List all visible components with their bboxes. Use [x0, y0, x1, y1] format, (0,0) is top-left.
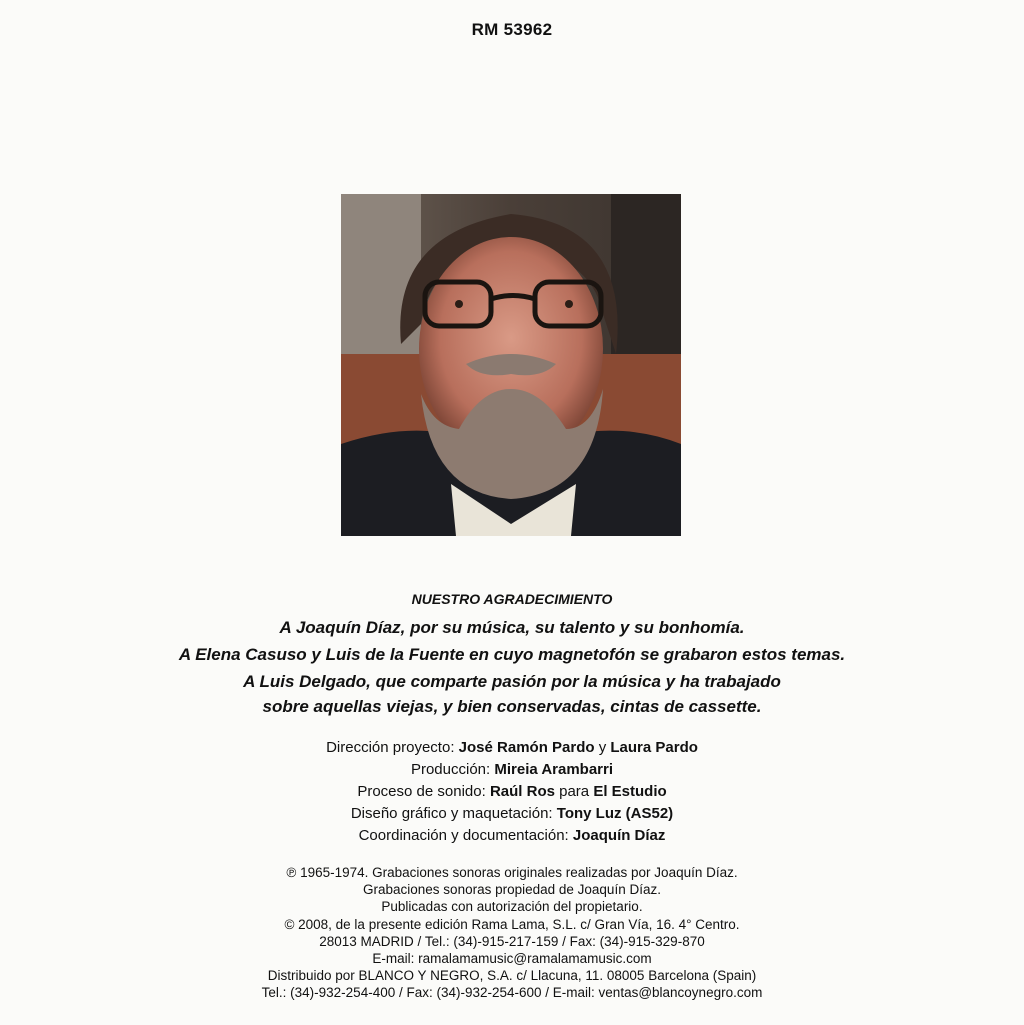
acknowledgement-line: A Luis Delgado, que comparte pasión por la música y ha trabajado — [243, 672, 781, 691]
acknowledgement-line: A Joaquín Díaz, por su música, su talento y su bonhomía. — [279, 618, 745, 637]
credit-conj: y — [594, 739, 611, 756]
acknowledgement-heading: NUESTRO AGRADECIMIENTO — [411, 591, 613, 607]
credit-value: Tony Luz (AS52) — [556, 805, 674, 822]
legal-line: © 2008, de la presente edición Rama Lama, S.L. c/ Gran Vía, 16. 4° Centro. — [284, 916, 740, 932]
legal-notice — [0, 864, 1024, 1002]
legal-line: Grabaciones sonoras propiedad de Joaquín Díaz. — [363, 882, 661, 898]
acknowledgements — [0, 590, 1024, 718]
portrait-photo — [341, 194, 681, 536]
legal-line: Distribuido por BLANCO Y NEGRO, S.A. c/ Llacuna, 11. 08005 Barcelona (Spain) — [267, 968, 757, 984]
credit-value: Mireia Arambarri — [494, 761, 614, 778]
credit-design — [0, 803, 1024, 825]
portrait-illustration — [341, 194, 681, 536]
legal-line: ℗ 1965-1974. Grabaciones sonoras originales realizadas por Joaquín Díaz. — [286, 865, 738, 880]
legal-line: Tel.: (34)-932-254-400 / Fax: (34)-932-254-600 / E-mail: ventas@blancoynegro.com — [261, 985, 763, 1001]
credit-value: José Ramón Pardo — [458, 739, 595, 756]
credit-sound — [0, 781, 1024, 803]
credit-label: Producción: — [410, 761, 495, 778]
credit-label: Dirección proyecto: — [326, 739, 459, 756]
credit-label: Coordinación y documentación: — [358, 827, 573, 844]
credit-value: Joaquín Díaz — [572, 827, 666, 844]
legal-line: E-mail: ramalamamusic@ramalamamusic.com — [372, 951, 652, 967]
credit-value: Laura Pardo — [610, 739, 698, 756]
legal-line: 28013 MADRID / Tel.: (34)-915-217-159 / Fax: (34)-915-329-870 — [319, 933, 705, 949]
credit-production — [0, 759, 1024, 781]
credit-conj: para — [554, 783, 594, 800]
credit-label: Diseño gráfico y maquetación: — [350, 805, 557, 822]
catalog-number: RM 53962 — [471, 20, 553, 39]
credit-coordination — [0, 825, 1024, 847]
acknowledgement-line: sobre aquellas viejas, y bien conservadas, cintas de cassette. — [262, 697, 762, 716]
credit-label: Proceso de sonido: — [357, 783, 490, 800]
credits — [0, 737, 1024, 847]
credit-direction — [0, 737, 1024, 759]
credit-value: El Estudio — [593, 783, 667, 800]
credit-value: Raúl Ros — [489, 783, 555, 800]
legal-line: Publicadas con autorización del propietario. — [381, 899, 643, 915]
acknowledgement-line: A Elena Casuso y Luis de la Fuente en cuyo magnetofón se grabaron estos temas. — [178, 645, 846, 664]
